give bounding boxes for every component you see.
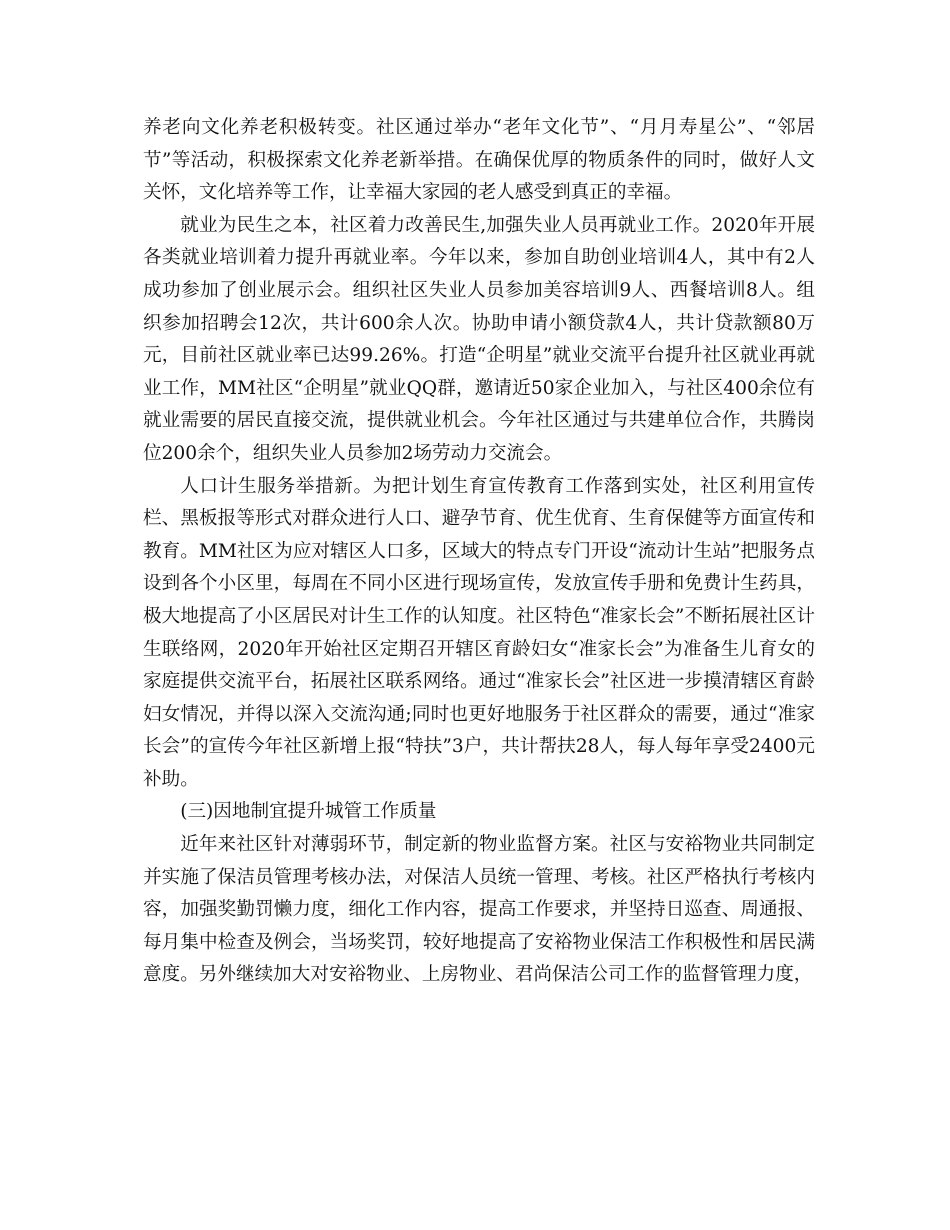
paragraph-property-supervision: 近年来社区针对薄弱环节，制定新的物业监督方案。社区与安裕物业共同制定并实施了保洁员管理考核办法，对保洁人员统一管理、考核。社区严格执行考核内容，加强奖勤罚懒力度，细化工作内容，提高工作要求，并坚持日巡查、周通报、每月集中检查及例会，当场奖罚，较好地提高了安裕物业保洁工作积极性和居民满意度。另外继续加大对安裕物业、上房物业、君尚保洁公司工作的监督管理力度， bbox=[143, 834, 815, 986]
section-heading-urban-management: (三)因地制宜提升城管工作质量 bbox=[180, 801, 437, 823]
paragraph-employment: 就业为民生之本，社区着力改善民生,加强失业人员再就业工作。2020年开展各类就业培训着力提升再就业率。今年以来，参加自助创业培训4人，其中有2人成功参加了创业展示会。组织社区失业人员参加美容培训9人、西餐培训8人。组织参加招聘会12次，共计600余人次。协助申请小额贷款4人，共计贷款额80万元，目前社区就业率已达99.26%。打造“企明星”就业交流平台提升社区就业再就业工作，MM社区“企明星”就业QQ群，邀请近50家企业加入，与社区400余位有就业需要的居民直接交流，提供就业机会。今年社区通过与共建单位合作，共腾岗位200余个，组织失业人员参加2场劳动力交流会。 bbox=[143, 214, 815, 464]
paragraph-elderly-culture: 养老向文化养老积极转变。社区通过举办“老年文化节”、“月月寿星公”、“邻居节”等活动，积极探索文化养老新举措。在确保优厚的物质条件的同时，做好人文关怀，文化培养等工作，让幸福大家园的老人感受到真正的幸福。 bbox=[143, 117, 815, 204]
paragraph-family-planning: 人口计生服务举措新。为把计划生育宣传教育工作落到实处，社区利用宣传栏、黑板报等形式对群众进行人口、避孕节育、优生优育、生育保健等方面宣传和教育。MM社区为应对辖区人口多，区域大的特点专门开设“流动计生站”把服务点设到各个小区里，每周在不同小区进行现场宣传，发放宣传手册和免费计生药具，极大地提高了小区居民对计生工作的认知度。社区特色“准家长会”不断拓展社区计生联络网，2020年开始社区定期召开辖区育龄妇女“准家长会”为准备生儿育女的家庭提供交流平台，拓展社区联系网络。通过“准家长会”社区进一步摸清辖区育龄妇女情况，并得以深入交流沟通;同时也更好地服务于社区群众的需要，通过“准家长会”的宣传今年社区新增上报“特扶”3户，共计帮扶28人，每人每年享受2400元补助。 bbox=[143, 475, 815, 790]
document-body bbox=[143, 112, 815, 992]
